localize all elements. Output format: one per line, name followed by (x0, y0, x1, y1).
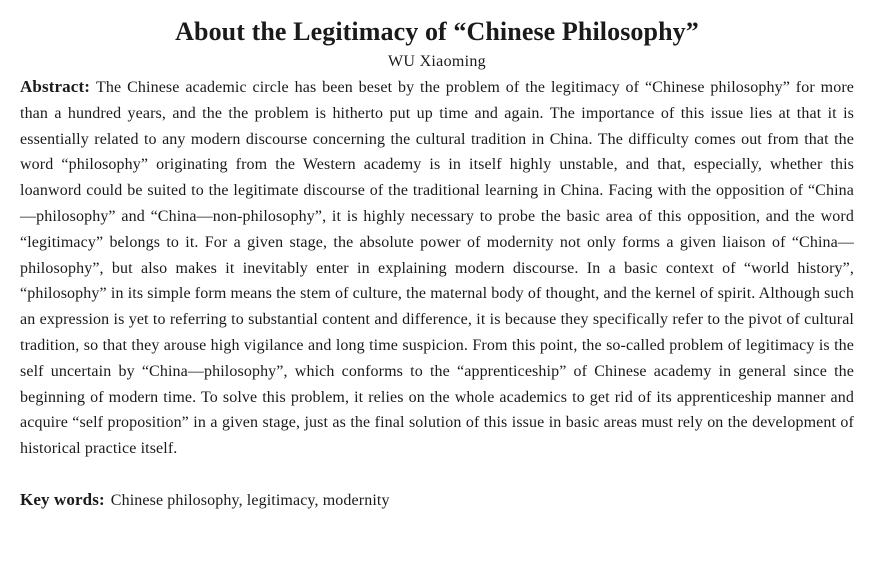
keywords-label: Key words: (20, 489, 105, 509)
keywords-text: Chinese philosophy, legitimacy, modernity (110, 491, 390, 509)
abstract-paragraph (20, 74, 854, 462)
paper-title: About the Legitimacy of “Chinese Philosophy” (175, 17, 699, 46)
paper-author: WU Xiaoming (388, 53, 486, 70)
abstract-label: Abstract: (20, 77, 91, 96)
keywords-paragraph (20, 488, 854, 513)
abstract-text: The Chinese academic circle has been beset by the problem of the legitimacy of “Chinese philosophy” for more than a hundred years, and the the problem is hitherto put up time and again. The importance of this issue lies at that it is essentially related to any modern discourse concerning the cultural tradition in China. The difficulty comes out from that the word “philosophy” originating from the Western academy is in itself highly unstable, and that, especially, whether this loanword could be suited to the legitimate discourse of the traditional learning in China. Facing with the opposition of “China—philosophy” and “China—non-philosophy”, it is highly necessary to probe the basic area of this opposition, and the word “legitimacy” belongs to it. For a given stage, the absolute power of modernity not only forms a given liaison of “China—philosophy”, but also makes it inevitably enter in explaining modern discourse. In a basic context of “world history”, “philosophy” in its simple form means the stem of culture, the maternal body of thought, and the kernel of spirit. Although such an expression is yet to referring to substantial content and difference, it is because they specifically refer to the pivot of cultural tradition, so that they arouse high vigilance and long time suspicion. From this point, the so-called problem of legitimacy is the self uncertain by “China—philosophy”, which conforms to the “apprenticeship” of Chinese academy in general since the beginning of modern time. To solve this problem, it relies on the whole academics to get rid of its apprenticeship manner and acquire “self proposition” in a given stage, just as the final solution of this issue in basic areas must rely on the development of historical practice itself. (20, 79, 854, 458)
paper-page (20, 14, 854, 513)
